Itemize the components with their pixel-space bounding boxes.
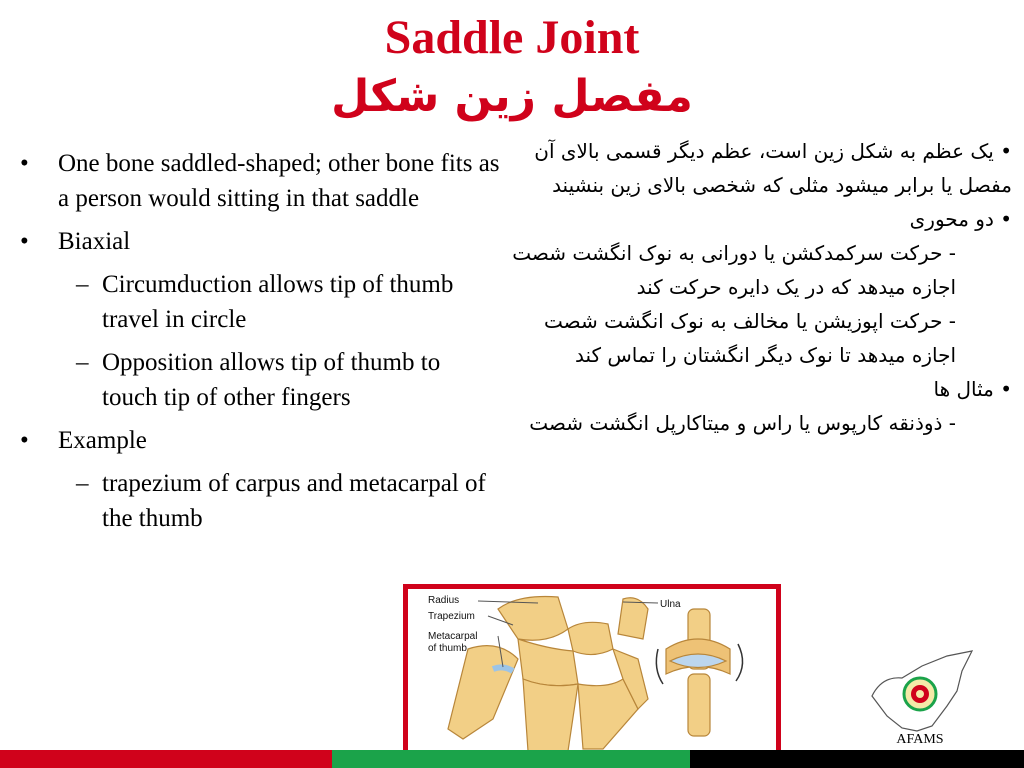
bullet-item [20,224,500,259]
footer-bar-red [0,750,332,768]
sub-bullet-item [20,345,500,415]
saddle-joint-figure [403,584,781,756]
sub-bullet-dash: – [76,470,89,497]
hand-bones-illustration [408,589,776,751]
bullet-text: One bone saddled-shaped; other bone fits as a person would sitting in that saddle [58,150,500,212]
sub-bullet-item [20,267,500,337]
slide-title: Saddle Joint [384,11,640,64]
rtl-sub-bullet: - حرکت سرکمدکشن یا دورانی به نوک انگشت شصت اجازه میدهد که در یک دایره حرکت کند [512,241,956,299]
rtl-sub-bullet: - ذوذنقه کارپوس یا راس و میتاکارپل انگشت شصت [529,411,956,435]
label-metacarpal-line1: Metacarpal [428,631,478,642]
right-rtl-list [498,134,1016,440]
label-radius: Radius [428,595,460,606]
slide-subtitle: مفصل زین شکل [331,71,693,122]
left-bullet-list [20,146,500,544]
bullet-dot: • [20,150,29,177]
footer-bar-green [332,750,690,768]
sub-bullet-text: Opposition allows tip of thumb to touch tip of other fingers [102,349,441,411]
rtl-bullet: • دو محوری [909,207,1012,231]
sub-bullet-text: trapezium of carpus and metacarpal of the thumb [102,470,486,532]
logo-label: AFAMS [896,732,944,747]
sub-bullet-dash: – [76,349,89,376]
label-ulna: Ulna [660,599,681,610]
sub-bullet-item [20,466,500,536]
rtl-bullet: • یک عظم به شکل زین است، عظم دیگر قسمی بالای آن مفصل یا برابر میشود مثلی که شخصی بالای زین بنشیند [534,139,1012,197]
bullet-dot: • [20,228,29,255]
bullet-item [20,146,500,216]
label-trapezium: Trapezium [428,611,475,622]
sub-bullet-text: Circumduction allows tip of thumb travel in circle [102,271,454,333]
bullet-item [20,423,500,458]
label-metacarpal-line2: of thumb [428,643,467,654]
bullet-dot: • [20,427,29,454]
sub-bullet-dash: – [76,271,89,298]
rtl-sub-bullet: - حرکت اپوزیشن یا مخالف به نوک انگشت شصت اجازه میدهد تا نوک دیگر انگشتان را تماس کند [543,309,956,367]
rtl-bullet: • مثال ها [933,377,1012,401]
bullet-text: Biaxial [58,228,131,255]
bullet-text: Example [58,427,147,454]
footer-bar-black [690,750,1024,768]
